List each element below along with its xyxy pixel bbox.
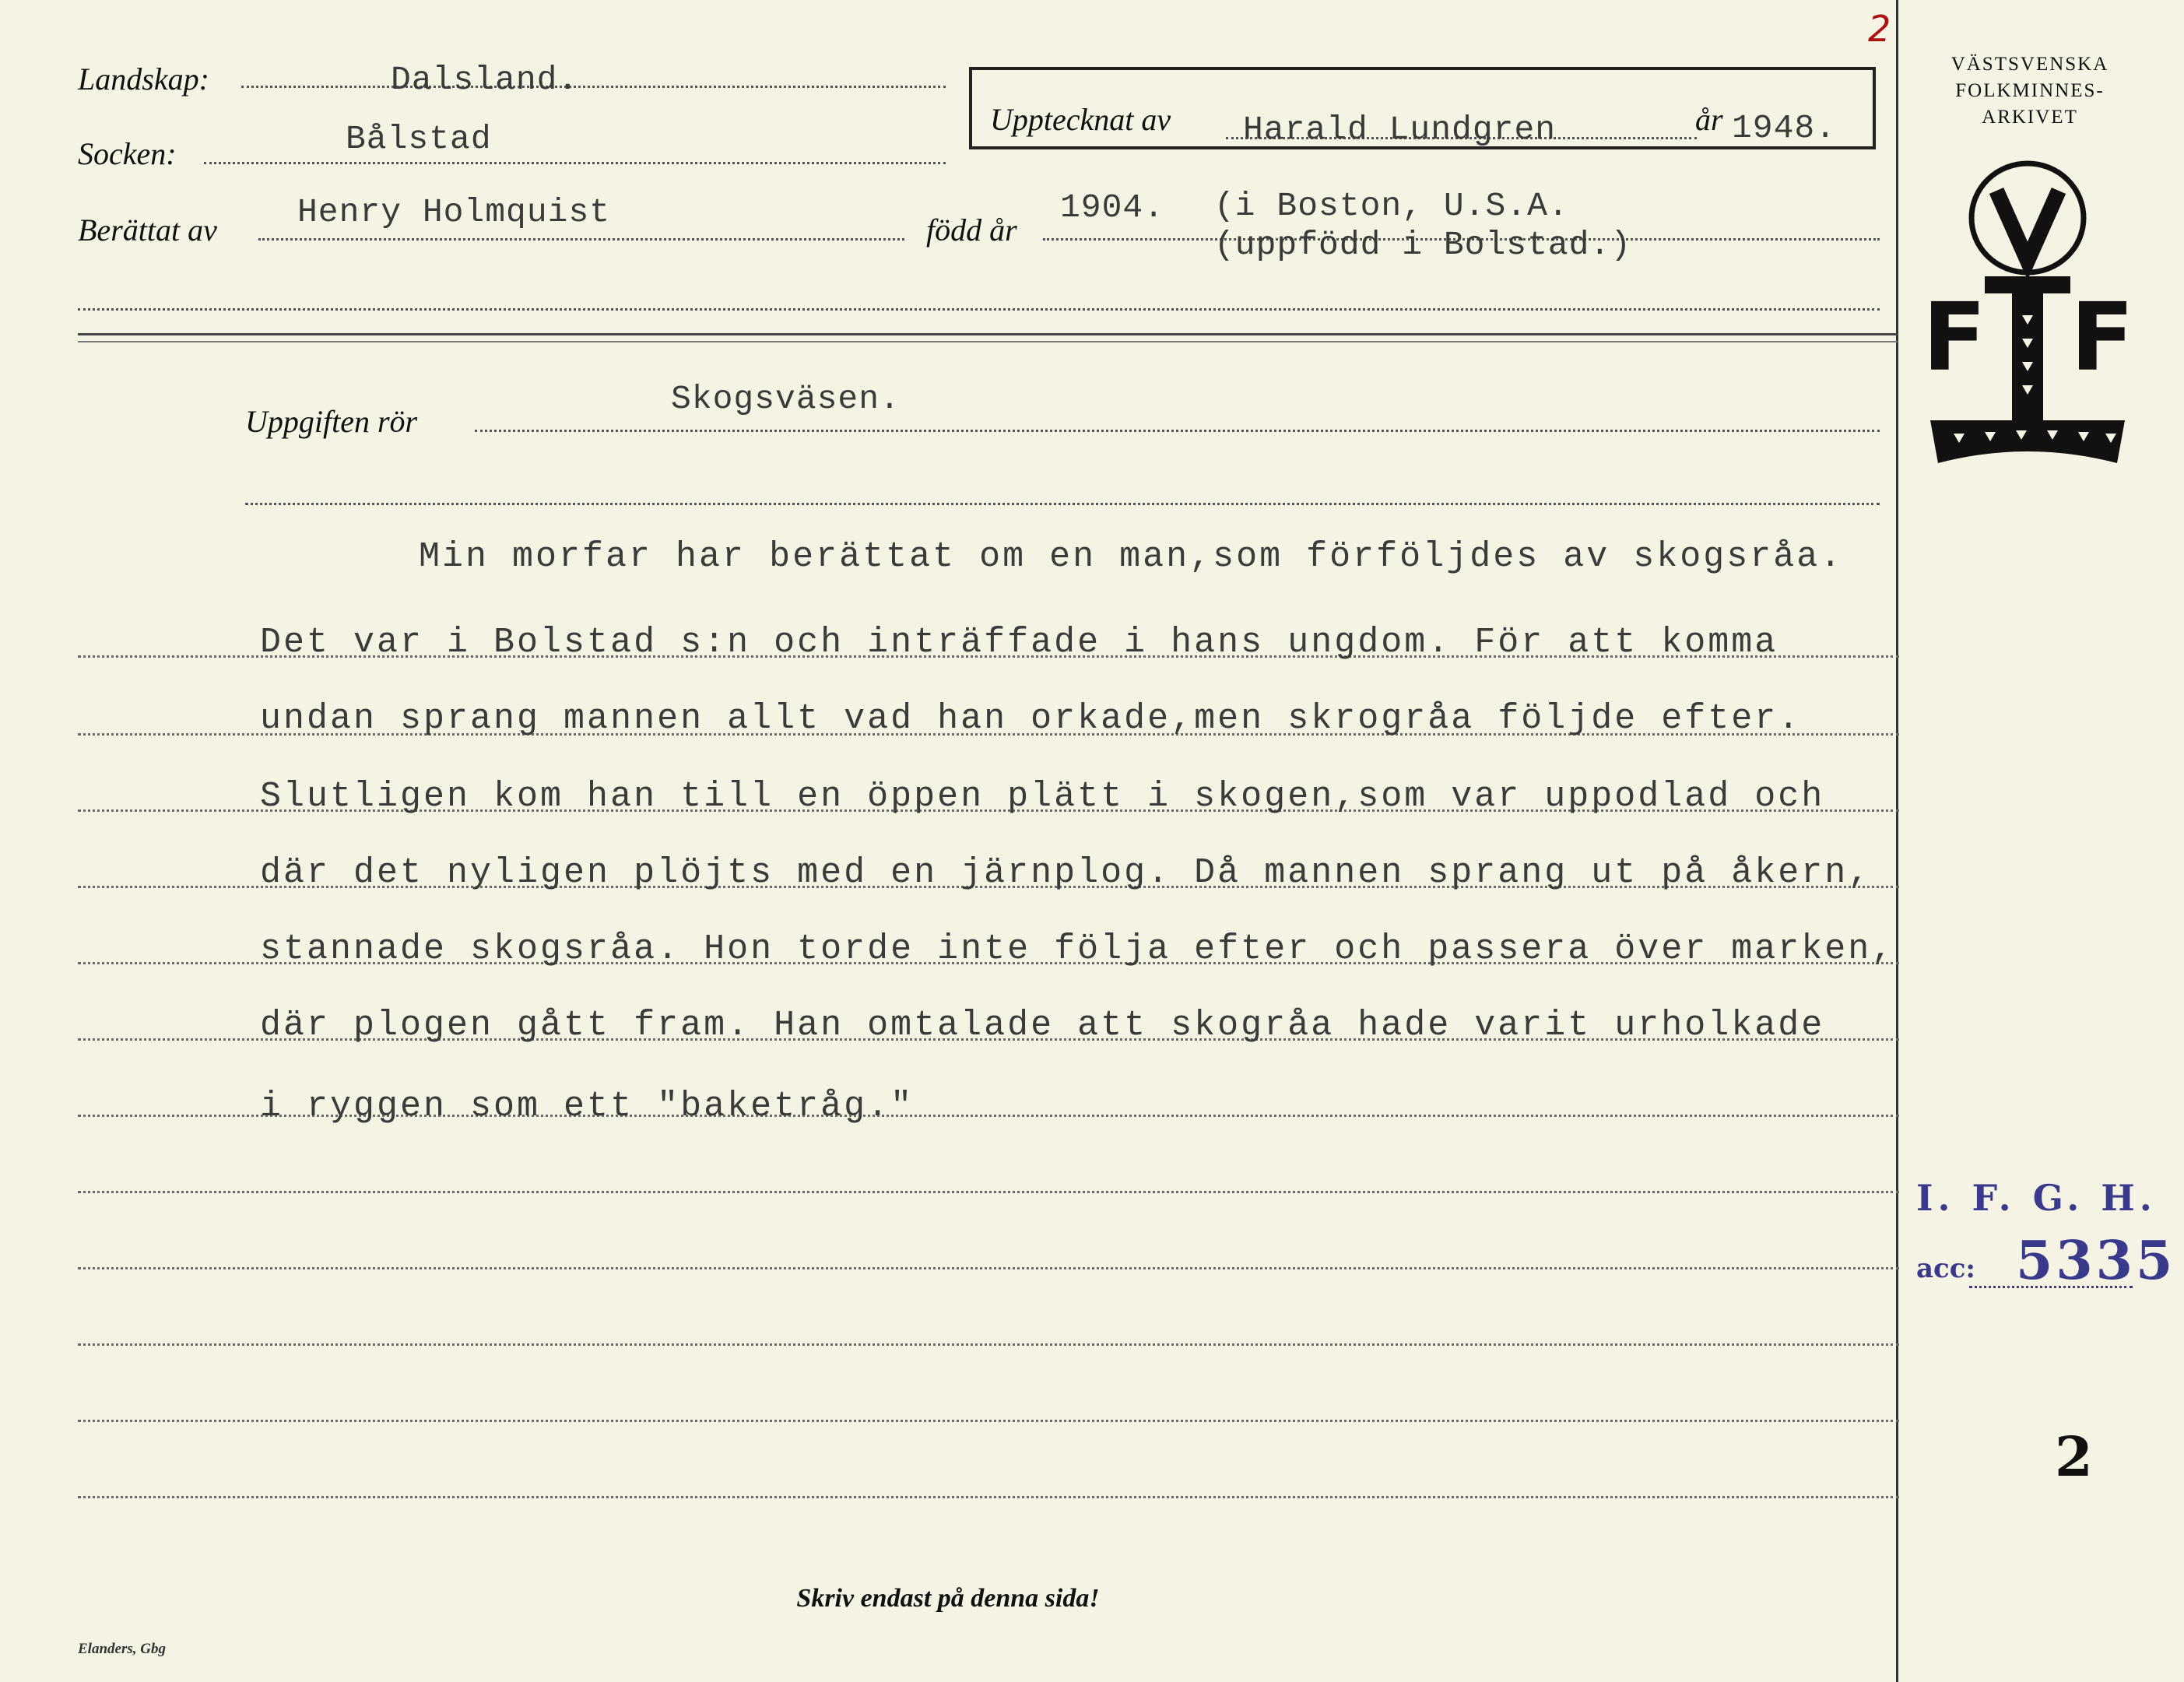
- fodd-value: 1904.: [1060, 188, 1165, 226]
- fodd-label: född år: [926, 212, 1017, 248]
- narrative-line: där plogen gått fram. Han omtalade att skogråa hade varit urholkade: [260, 1006, 1825, 1045]
- archive-name-line1: VÄSTSVENSKA: [1951, 54, 2109, 75]
- subject-label: Uppgiften rör: [245, 404, 418, 439]
- ruled-line: [78, 1267, 1899, 1269]
- narrative-line: stannade skogsråa. Hon torde inte följa efter och passera över marken,: [260, 929, 1895, 969]
- socken-dotted-line: [204, 162, 946, 164]
- logo-letter-right: F: [2070, 284, 2133, 392]
- uppteck-label: Upptecknat av: [990, 102, 1171, 137]
- ar-label: år: [1695, 102, 1723, 137]
- header-double-rule: [78, 333, 1898, 342]
- narrative-line: Det var i Bolstad s:n och inträffade i hans ungdom. För att komma: [260, 623, 1778, 662]
- vff-logo: [1922, 160, 2133, 475]
- subject-dotted-line: [475, 430, 1880, 432]
- landskap-value: Dalsland.: [391, 61, 579, 99]
- berattat-dotted-line: [258, 238, 904, 241]
- ruled-line: [78, 1420, 1899, 1422]
- archive-name-line2: FOLKMINNES-: [1955, 80, 2105, 101]
- logo-letter-left: F: [1922, 284, 1986, 392]
- socken-value: Bålstad: [346, 120, 492, 158]
- subject-value: Skogsväsen.: [671, 380, 901, 418]
- vff-logo-graphic: [1922, 160, 2133, 471]
- archive-stamp-acc-label: acc:: [1916, 1253, 1975, 1284]
- berattat-label: Berättat av: [78, 212, 217, 248]
- page-number: 2: [2055, 1424, 2093, 1489]
- archive-stamp-acc-number: 5335: [2016, 1230, 2176, 1292]
- printer-mark: Elanders, Gbg: [78, 1641, 166, 1657]
- narrative-line: i ryggen som ett "baketråg.": [260, 1087, 915, 1126]
- archive-name-line3: ARKIVET: [1982, 107, 2078, 128]
- ar-value: 1948.: [1732, 109, 1837, 147]
- archive-name: [1913, 51, 2147, 131]
- birthplace-line1: (i Boston, U.S.A.: [1214, 187, 1569, 225]
- margin-rule: [1896, 0, 1898, 1682]
- ruled-line: [78, 1191, 1899, 1193]
- archive-stamp-initials: I. F. G. H.: [1916, 1177, 2157, 1219]
- footer-instruction: Skriv endast på denna sida!: [796, 1584, 1100, 1613]
- ruled-line: [78, 1496, 1899, 1498]
- socken-label: Socken:: [78, 136, 177, 171]
- uppteck-value: Harald Lundgren: [1243, 111, 1557, 149]
- berattat-value: Henry Holmquist: [297, 193, 611, 231]
- ruled-line: [78, 1343, 1899, 1346]
- birthplace-line2: (uppfödd i Bolstad.): [1214, 226, 1632, 264]
- extra-header-dotted-line: [78, 308, 1880, 311]
- corner-page-mark: 2: [1868, 8, 1891, 50]
- narrative-line: Slutligen kom han till en öppen plätt i skogen,som var uppodlad och: [260, 777, 1825, 816]
- landskap-label: Landskap:: [78, 61, 209, 97]
- subject-extra-dotted-line: [245, 503, 1880, 505]
- landskap-dotted-line: [241, 86, 946, 88]
- narrative-line: där det nyligen plöjts med en järnplog. Då mannen sprang ut på åkern,: [260, 853, 1872, 893]
- narrative-line: Min morfar har berättat om en man,som förföljdes av skogsråa.: [419, 537, 1844, 577]
- narrative-line: undan sprang mannen allt vad han orkade,men skrogråa följde efter.: [260, 699, 1802, 739]
